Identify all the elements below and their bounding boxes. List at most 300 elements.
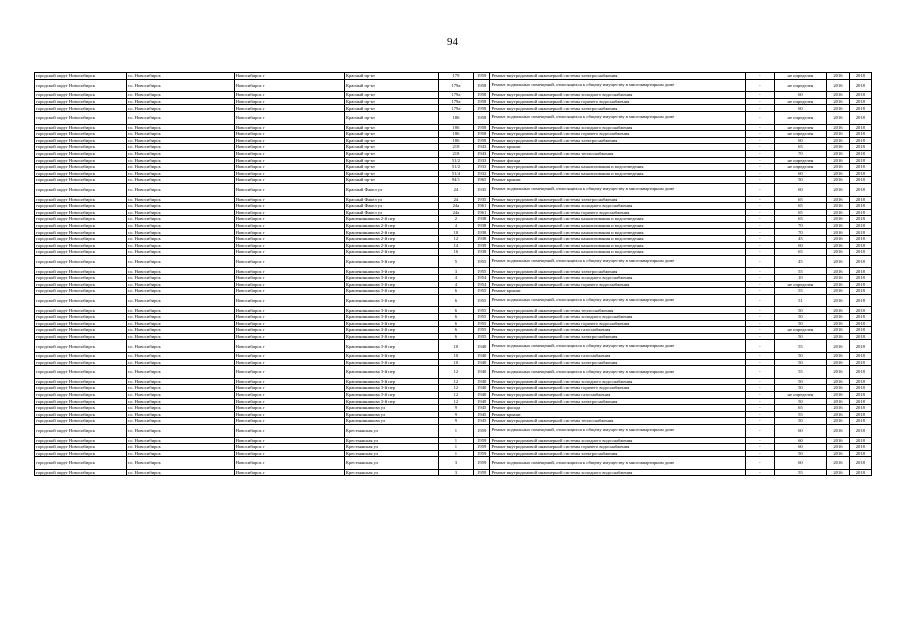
- cell-cost: 60: [774, 105, 827, 112]
- cell-city: Новосибирск г: [234, 307, 344, 314]
- cell-municipality: г.о. Новосибирск: [126, 437, 234, 444]
- cell-house-number: 1: [438, 437, 473, 444]
- cell-municipal-district: городской округ Новосибирск: [35, 333, 127, 340]
- cell-work-type: Ремонт внутридомовой инженерной системы холодного водоснабжения: [490, 92, 746, 99]
- cell-end-year: 2018: [849, 288, 871, 295]
- cell-start-year: 2016: [827, 111, 849, 124]
- table-row: [35, 444, 872, 451]
- cell-note: -: [746, 216, 774, 223]
- cell-end-year: 2018: [849, 157, 871, 164]
- table-body: [35, 73, 872, 476]
- cell-start-year: 2016: [827, 137, 849, 144]
- cell-end-year: 2018: [849, 378, 871, 385]
- cell-house-number: 9: [438, 411, 473, 418]
- cell-street: Красный пр-кт: [344, 131, 438, 138]
- cell-municipal-district: городской округ Новосибирск: [35, 307, 127, 314]
- cell-municipality: г.о. Новосибирск: [126, 444, 234, 451]
- cell-end-year: 2018: [849, 457, 871, 470]
- table-row: [35, 209, 872, 216]
- cell-municipality: г.о. Новосибирск: [126, 294, 234, 307]
- cell-house-number: 10: [438, 359, 473, 366]
- cell-end-year: 2018: [849, 236, 871, 243]
- table-row: [35, 294, 872, 307]
- cell-municipal-district: городской округ Новосибирск: [35, 157, 127, 164]
- table-row: [35, 366, 872, 379]
- cell-end-year: 2018: [849, 79, 871, 92]
- cell-cost: 60: [774, 170, 827, 177]
- cell-house-number: 51/4: [438, 170, 473, 177]
- cell-note: -: [746, 203, 774, 210]
- cell-start-year: 2016: [827, 203, 849, 210]
- cell-cost: не определен: [774, 131, 827, 138]
- cell-municipal-district: городской округ Новосибирск: [35, 249, 127, 256]
- cell-cost: 60: [774, 92, 827, 99]
- cell-start-year: 2016: [827, 327, 849, 334]
- cell-city: Новосибирск г: [234, 320, 344, 327]
- page-number: 94: [447, 36, 458, 48]
- cell-work-type: Ремонт фасада: [490, 405, 746, 412]
- cell-street: Крашенинникова 2-й пер: [344, 242, 438, 249]
- cell-start-year: 2016: [827, 320, 849, 327]
- cell-start-year: 2016: [827, 378, 849, 385]
- cell-cost: 45: [774, 255, 827, 268]
- cell-start-year: 2016: [827, 294, 849, 307]
- cell-note: -: [746, 418, 774, 425]
- table-row: [35, 320, 872, 327]
- cell-municipal-district: городской округ Новосибирск: [35, 268, 127, 275]
- cell-house-number: 12: [438, 236, 473, 243]
- cell-start-year: 2016: [827, 177, 849, 184]
- cell-municipal-district: городской округ Новосибирск: [35, 170, 127, 177]
- cell-municipality: г.о. Новосибирск: [126, 131, 234, 138]
- cell-street: Крестьянская ул: [344, 457, 438, 470]
- cell-end-year: 2018: [849, 418, 871, 425]
- cell-house-number: 12: [438, 385, 473, 392]
- cell-end-year: 2018: [849, 333, 871, 340]
- cell-cost: 50: [774, 333, 827, 340]
- cell-municipality: г.о. Новосибирск: [126, 124, 234, 131]
- table-row: [35, 111, 872, 124]
- cell-street: Крашенинникова 3-й пер: [344, 378, 438, 385]
- cell-municipality: г.о. Новосибирск: [126, 249, 234, 256]
- cell-house-number: 51/2: [438, 157, 473, 164]
- cell-street: Крашенинникова 3-й пер: [344, 268, 438, 275]
- cell-build-year: 1959: [474, 424, 490, 437]
- cell-start-year: 2016: [827, 92, 849, 99]
- cell-cost: 65: [774, 203, 827, 210]
- cell-cost: 50: [774, 177, 827, 184]
- cell-cost: 45: [774, 236, 827, 243]
- cell-city: Новосибирск г: [234, 105, 344, 112]
- cell-work-type: Ремонт внутридомовой инженерной системы холодного водоснабжения: [490, 378, 746, 385]
- table-row: [35, 340, 872, 353]
- cell-end-year: 2018: [849, 92, 871, 99]
- cell-work-type: Ремонт подвальных помещений, относящихся к общему имуществу в многоквартирном доме: [490, 294, 746, 307]
- cell-cost: 65: [774, 405, 827, 412]
- cell-city: Новосибирск г: [234, 236, 344, 243]
- cell-municipality: г.о. Новосибирск: [126, 209, 234, 216]
- cell-note: -: [746, 391, 774, 398]
- cell-note: -: [746, 411, 774, 418]
- cell-note: -: [746, 222, 774, 229]
- cell-end-year: 2018: [849, 131, 871, 138]
- cell-city: Новосибирск г: [234, 111, 344, 124]
- cell-house-number: 12: [438, 378, 473, 385]
- cell-build-year: 1938: [474, 216, 490, 223]
- cell-work-type: Ремонт внутридомовой инженерной системы холодного водоснабжения: [490, 203, 746, 210]
- cell-cost: 50: [774, 418, 827, 425]
- cell-cost: 50: [774, 359, 827, 366]
- cell-street: Красный пр-кт: [344, 177, 438, 184]
- cell-build-year: 1961: [474, 209, 490, 216]
- cell-work-type: Ремонт внутридомовой инженерной системы канализования и водоотведения: [490, 249, 746, 256]
- cell-municipal-district: городской округ Новосибирск: [35, 137, 127, 144]
- cell-work-type: Ремонт внутридомовой инженерной системы электроснабжения: [490, 333, 746, 340]
- cell-municipality: г.о. Новосибирск: [126, 236, 234, 243]
- cell-municipal-district: городской округ Новосибирск: [35, 79, 127, 92]
- cell-municipal-district: городской округ Новосибирск: [35, 457, 127, 470]
- cell-note: -: [746, 340, 774, 353]
- cell-work-type: Ремонт внутридомовой инженерной системы электроснабжения: [490, 268, 746, 275]
- cell-end-year: 2018: [849, 203, 871, 210]
- cell-city: Новосибирск г: [234, 183, 344, 196]
- cell-build-year: 1958: [474, 98, 490, 105]
- cell-start-year: 2016: [827, 79, 849, 92]
- cell-house-number: 179а: [438, 98, 473, 105]
- table-row: [35, 73, 872, 80]
- cell-city: Новосибирск г: [234, 170, 344, 177]
- cell-house-number: 10: [438, 352, 473, 359]
- cell-house-number: 10: [438, 340, 473, 353]
- cell-house-number: 186: [438, 124, 473, 131]
- cell-municipality: г.о. Новосибирск: [126, 170, 234, 177]
- cell-end-year: 2018: [849, 314, 871, 321]
- cell-street: Крестьянская ул: [344, 424, 438, 437]
- cell-start-year: 2016: [827, 444, 849, 451]
- cell-municipality: г.о. Новосибирск: [126, 229, 234, 236]
- cell-end-year: 2018: [849, 183, 871, 196]
- cell-municipal-district: городской округ Новосибирск: [35, 73, 127, 80]
- cell-municipal-district: городской округ Новосибирск: [35, 203, 127, 210]
- cell-cost: не определен: [774, 98, 827, 105]
- cell-start-year: 2016: [827, 385, 849, 392]
- cell-municipality: г.о. Новосибирск: [126, 288, 234, 295]
- table-row: [35, 92, 872, 99]
- cell-work-type: Ремонт подвальных помещений, относящихся к общему имуществу в многоквартирном доме: [490, 424, 746, 437]
- cell-cost: 55: [774, 340, 827, 353]
- cell-end-year: 2018: [849, 405, 871, 412]
- cell-city: Новосибирск г: [234, 144, 344, 151]
- cell-municipal-district: городской округ Новосибирск: [35, 98, 127, 105]
- table-row: [35, 164, 872, 171]
- cell-build-year: 1945: [474, 418, 490, 425]
- cell-note: -: [746, 73, 774, 80]
- cell-build-year: 1965: [474, 177, 490, 184]
- cell-municipal-district: городской округ Новосибирск: [35, 281, 127, 288]
- cell-build-year: 1943: [474, 150, 490, 157]
- cell-house-number: 16: [438, 249, 473, 256]
- cell-house-number: 6: [438, 333, 473, 340]
- cell-municipal-district: городской округ Новосибирск: [35, 131, 127, 138]
- cell-street: Крашенинникова 3-й пер: [344, 307, 438, 314]
- cell-street: Крашенинникова 3-й пер: [344, 294, 438, 307]
- cell-build-year: 1933: [474, 157, 490, 164]
- cell-municipal-district: городской округ Новосибирск: [35, 236, 127, 243]
- cell-note: -: [746, 281, 774, 288]
- cell-street: Крашенинникова 3-й пер: [344, 359, 438, 366]
- cell-cost: 70: [774, 222, 827, 229]
- cell-build-year: 1935: [474, 183, 490, 196]
- cell-note: -: [746, 236, 774, 243]
- cell-build-year: 1954: [474, 275, 490, 282]
- table-row: [35, 469, 872, 476]
- capital-repair-table-container: [34, 72, 872, 476]
- cell-municipality: г.о. Новосибирск: [126, 268, 234, 275]
- cell-cost: 60: [774, 183, 827, 196]
- cell-note: -: [746, 229, 774, 236]
- cell-municipal-district: городской округ Новосибирск: [35, 144, 127, 151]
- cell-house-number: 1: [438, 424, 473, 437]
- table-row: [35, 268, 872, 275]
- cell-municipal-district: городской округ Новосибирск: [35, 209, 127, 216]
- cell-work-type: Ремонт внутридомовой инженерной системы горячего водоснабжения: [490, 98, 746, 105]
- cell-build-year: 1959: [474, 73, 490, 80]
- cell-municipality: г.о. Новосибирск: [126, 150, 234, 157]
- cell-municipal-district: городской округ Новосибирск: [35, 418, 127, 425]
- table-row: [35, 405, 872, 412]
- cell-street: Красный пр-кт: [344, 105, 438, 112]
- cell-build-year: 1945: [474, 411, 490, 418]
- cell-city: Новосибирск г: [234, 450, 344, 457]
- cell-house-number: 6: [438, 307, 473, 314]
- cell-city: Новосибирск г: [234, 229, 344, 236]
- cell-note: -: [746, 157, 774, 164]
- cell-start-year: 2016: [827, 391, 849, 398]
- cell-municipality: г.о. Новосибирск: [126, 450, 234, 457]
- cell-end-year: 2018: [849, 111, 871, 124]
- cell-cost: 60: [774, 457, 827, 470]
- table-row: [35, 457, 872, 470]
- cell-municipality: г.о. Новосибирск: [126, 398, 234, 405]
- cell-house-number: 3: [438, 268, 473, 275]
- cell-note: -: [746, 327, 774, 334]
- cell-city: Новосибирск г: [234, 150, 344, 157]
- cell-note: -: [746, 164, 774, 171]
- cell-start-year: 2016: [827, 150, 849, 157]
- cell-city: Новосибирск г: [234, 457, 344, 470]
- cell-house-number: 24: [438, 183, 473, 196]
- cell-cost: не определен: [774, 79, 827, 92]
- table-row: [35, 98, 872, 105]
- table-row: [35, 255, 872, 268]
- cell-municipality: г.о. Новосибирск: [126, 469, 234, 476]
- cell-street: Красный пр-кт: [344, 111, 438, 124]
- cell-house-number: 24а: [438, 203, 473, 210]
- cell-start-year: 2016: [827, 307, 849, 314]
- cell-house-number: 12: [438, 391, 473, 398]
- table-row: [35, 137, 872, 144]
- cell-build-year: 1940: [474, 385, 490, 392]
- cell-municipality: г.о. Новосибирск: [126, 424, 234, 437]
- cell-build-year: 1940: [474, 398, 490, 405]
- cell-end-year: 2018: [849, 170, 871, 177]
- cell-start-year: 2016: [827, 209, 849, 216]
- cell-note: -: [746, 294, 774, 307]
- cell-work-type: Ремонт внутридомовой инженерной системы электроснабжения: [490, 73, 746, 80]
- table-row: [35, 105, 872, 112]
- cell-municipality: г.о. Новосибирск: [126, 98, 234, 105]
- cell-start-year: 2016: [827, 157, 849, 164]
- cell-city: Новосибирск г: [234, 79, 344, 92]
- cell-street: Крашенинникова 2-й пер: [344, 249, 438, 256]
- cell-build-year: 1945: [474, 405, 490, 412]
- cell-street: Крашенинникова 3-й пер: [344, 333, 438, 340]
- cell-house-number: 24а: [438, 209, 473, 216]
- cell-house-number: 186: [438, 137, 473, 144]
- cell-note: -: [746, 275, 774, 282]
- cell-work-type: Ремонт внутридомовой инженерной системы газоснабжения: [490, 352, 746, 359]
- table-row: [35, 79, 872, 92]
- cell-start-year: 2016: [827, 164, 849, 171]
- cell-build-year: 1959: [474, 457, 490, 470]
- cell-work-type: Ремонт внутридомовой инженерной системы горячего водоснабжения: [490, 131, 746, 138]
- cell-end-year: 2018: [849, 229, 871, 236]
- cell-build-year: 1938: [474, 229, 490, 236]
- cell-cost: 50: [774, 314, 827, 321]
- cell-house-number: 9: [438, 405, 473, 412]
- cell-work-type: Ремонт внутридомовой инженерной системы горячего водоснабжения: [490, 444, 746, 451]
- cell-municipal-district: городской округ Новосибирск: [35, 216, 127, 223]
- cell-municipality: г.о. Новосибирск: [126, 144, 234, 151]
- cell-start-year: 2016: [827, 105, 849, 112]
- cell-municipal-district: городской округ Новосибирск: [35, 469, 127, 476]
- cell-build-year: 1938: [474, 222, 490, 229]
- cell-street: Красный пр-кт: [344, 124, 438, 131]
- cell-work-type: Ремонт внутридомовой инженерной системы холодного водоснабжения: [490, 314, 746, 321]
- cell-city: Новосибирск г: [234, 203, 344, 210]
- cell-build-year: 1955: [474, 268, 490, 275]
- table-row: [35, 157, 872, 164]
- cell-work-type: Ремонт внутридомовой инженерной системы теплоснабжения: [490, 307, 746, 314]
- cell-street: Красный пр-кт: [344, 98, 438, 105]
- cell-municipality: г.о. Новосибирск: [126, 203, 234, 210]
- cell-cost: 60: [774, 424, 827, 437]
- cell-note: -: [746, 333, 774, 340]
- cell-street: Красный пр-кт: [344, 79, 438, 92]
- cell-build-year: 1955: [474, 307, 490, 314]
- cell-house-number: 179а: [438, 92, 473, 99]
- cell-build-year: 1940: [474, 391, 490, 398]
- capital-repair-table: [34, 72, 872, 476]
- cell-end-year: 2018: [849, 294, 871, 307]
- cell-cost: 65: [774, 196, 827, 203]
- cell-municipal-district: городской округ Новосибирск: [35, 444, 127, 451]
- cell-municipality: г.о. Новосибирск: [126, 222, 234, 229]
- cell-note: -: [746, 405, 774, 412]
- cell-municipal-district: городской округ Новосибирск: [35, 327, 127, 334]
- cell-city: Новосибирск г: [234, 385, 344, 392]
- cell-municipality: г.о. Новосибирск: [126, 157, 234, 164]
- cell-work-type: Ремонт внутридомовой инженерной системы канализования и водоотведения: [490, 222, 746, 229]
- table-row: [35, 249, 872, 256]
- cell-cost: 60: [774, 444, 827, 451]
- cell-city: Новосибирск г: [234, 249, 344, 256]
- cell-end-year: 2018: [849, 391, 871, 398]
- cell-start-year: 2016: [827, 333, 849, 340]
- cell-municipal-district: городской округ Новосибирск: [35, 242, 127, 249]
- cell-municipality: г.о. Новосибирск: [126, 307, 234, 314]
- cell-house-number: 4: [438, 222, 473, 229]
- cell-end-year: 2018: [849, 196, 871, 203]
- cell-build-year: 1955: [474, 333, 490, 340]
- cell-start-year: 2016: [827, 314, 849, 321]
- cell-note: -: [746, 79, 774, 92]
- cell-work-type: Ремонт внутридомовой инженерной системы электроснабжения: [490, 196, 746, 203]
- cell-house-number: 5: [438, 255, 473, 268]
- cell-work-type: Ремонт фасада: [490, 157, 746, 164]
- cell-city: Новосибирск г: [234, 177, 344, 184]
- table-row: [35, 424, 872, 437]
- cell-municipal-district: городской округ Новосибирск: [35, 359, 127, 366]
- cell-city: Новосибирск г: [234, 398, 344, 405]
- cell-municipal-district: городской округ Новосибирск: [35, 196, 127, 203]
- cell-city: Новосибирск г: [234, 216, 344, 223]
- cell-street: Крашенинникова 3-й пер: [344, 366, 438, 379]
- cell-house-number: 218: [438, 144, 473, 151]
- cell-municipal-district: городской округ Новосибирск: [35, 450, 127, 457]
- cell-house-number: 6: [438, 314, 473, 321]
- cell-start-year: 2016: [827, 275, 849, 282]
- cell-start-year: 2016: [827, 242, 849, 249]
- cell-end-year: 2018: [849, 98, 871, 105]
- cell-city: Новосибирск г: [234, 268, 344, 275]
- cell-start-year: 2016: [827, 216, 849, 223]
- cell-build-year: 1958: [474, 124, 490, 131]
- cell-street: Крашенинникова 2-й пер: [344, 216, 438, 223]
- cell-end-year: 2018: [849, 340, 871, 353]
- cell-start-year: 2016: [827, 340, 849, 353]
- cell-house-number: 6: [438, 320, 473, 327]
- cell-street: Красный пр-кт: [344, 137, 438, 144]
- cell-build-year: 1959: [474, 469, 490, 476]
- cell-work-type: Ремонт внутридомовой инженерной системы электроснабжения: [490, 359, 746, 366]
- cell-build-year: 1959: [474, 444, 490, 451]
- cell-cost: 10: [774, 275, 827, 282]
- table-row: [35, 288, 872, 295]
- cell-work-type: Ремонт внутридомовой инженерной системы теплоснабжения: [490, 418, 746, 425]
- cell-end-year: 2018: [849, 164, 871, 171]
- cell-house-number: 218: [438, 150, 473, 157]
- cell-municipality: г.о. Новосибирск: [126, 137, 234, 144]
- cell-end-year: 2018: [849, 359, 871, 366]
- table-row: [35, 327, 872, 334]
- cell-work-type: Ремонт внутридомовой инженерной системы электроснабжения: [490, 105, 746, 112]
- cell-municipal-district: городской округ Новосибирск: [35, 124, 127, 131]
- cell-city: Новосибирск г: [234, 469, 344, 476]
- cell-build-year: 1954: [474, 281, 490, 288]
- cell-city: Новосибирск г: [234, 157, 344, 164]
- cell-city: Новосибирск г: [234, 405, 344, 412]
- cell-municipality: г.о. Новосибирск: [126, 314, 234, 321]
- cell-city: Новосибирск г: [234, 255, 344, 268]
- cell-start-year: 2016: [827, 366, 849, 379]
- cell-municipal-district: городской округ Новосибирск: [35, 177, 127, 184]
- cell-end-year: 2018: [849, 444, 871, 451]
- cell-end-year: 2018: [849, 124, 871, 131]
- cell-build-year: 1958: [474, 79, 490, 92]
- cell-work-type: Ремонт подвальных помещений, относящихся к общему имуществу в многоквартирном доме: [490, 111, 746, 124]
- table-row: [35, 307, 872, 314]
